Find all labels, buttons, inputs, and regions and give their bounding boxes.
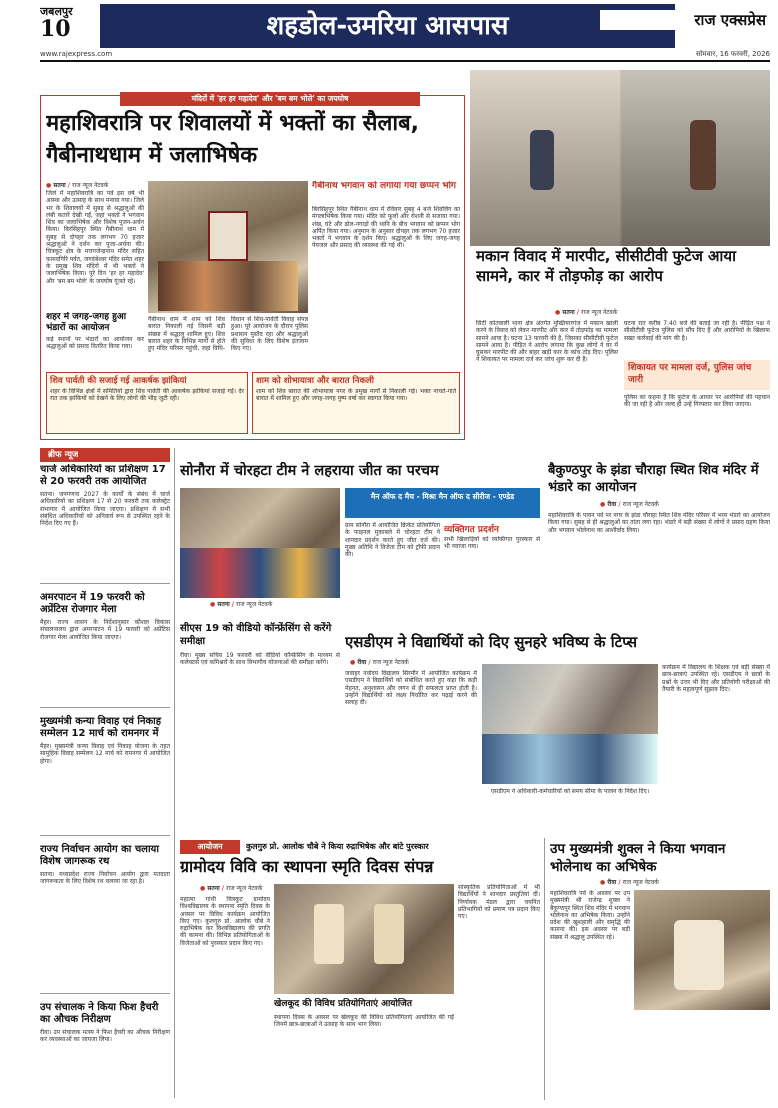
temple-headline: बैकुण्ठपुर के झंडा चौराहा स्थित शिव मंदिर में भंडारे का आयोजन (548, 463, 759, 495)
sonaura-subhead: सीएस 19 को वीडियो कॉन्फ्रेंसिंग से करेंगे समीक्षा (180, 623, 332, 647)
right-top-subhead: शिकायत पर मामला दर्ज, पुलिस जांच जारी (628, 363, 752, 385)
byline-agency: राज न्यूज नेटवर्क (236, 601, 273, 608)
temple-body: महाशिवरात्रि के पावन पर्व पर नगर के झंडा चौराहा स्थित शिव मंदिर परिसर में भव्य भंडारे का आयोजन किया गया। सुबह से ही श्रद्धालुओं का तांता लगा रहा। भंडारे में बड़ी संख्या में लोगों ने प्रसाद ग्रहण किया और भगवान भोलेनाथ का आशीर्वाद लिया। (548, 512, 770, 534)
issue-date: सोमवार, 16 फरवरी, 2026 (696, 50, 770, 58)
adm-body: जवाहर नवोदय विद्यालय सिरमौर में आयोजित कार्यक्रम में एसडीएम ने विद्यार्थियों को संबोधित करते हुए कहा कि कड़ी मेहनत, अनुशासन और लगन से ही सफलता प्राप्त होती है। उन्होंने विद्यार्थियों को लक्ष्य निर्धारित कर पढ़ाई करने की सलाह दी। (345, 670, 477, 707)
brief-item (40, 592, 170, 708)
adm-photo (482, 664, 658, 784)
byline-place: रीवा (607, 501, 617, 508)
lead-photo-temple (148, 181, 308, 313)
temple-byline: ● रीवा / राज न्यूज नेटवर्क (600, 501, 659, 508)
byline-place: सतना (53, 182, 66, 189)
lead-kicker: मंदिरों में 'हर हर महादेव' और 'बम बम भोले' का जयघोष (191, 94, 349, 103)
lead-box-2-body: शाम को शिव बारात की शोभायात्रा नगर के प्रमुख मार्गों से निकाली गई। भक्त नाचते-गाते बारात में शामिल हुए और जगह-जगह पुष्प वर्षा कर स्वागत किया गया। (256, 388, 456, 403)
brief-item (40, 464, 170, 584)
brief-item-head: मुख्यमंत्री कन्या विवाह एवं निकाह सम्मेलन 12 मार्च को रामनगर में (40, 716, 162, 739)
lead-body-left: जिले में महाशिवरात्रि का पर्व इस वर्ष भी आस्था और उत्साह के साथ मनाया गया। जिले भर के शिवालयों में सुबह से श्रद्धालुओं की लंबी कतारें देखी गईं, जहां भक्तों ने भगवान शिव का जलाभिषेक और विशेष पूजन-अर्चन किया। बिरसिंहपुर स्थित गैबीनाथ धाम में सुबह से दोपहर तक लगभग 70 हजार श्रद्धालुओं ने दर्शन कर पूजा-अर्चना की। चित्रकूट क्षेत्र के मत्तगजेन्द्रनाथ मंदिर सहित कामदगिरि पर्वत, जगदंबेश्वर मंदिर समेत शहर के प्रमुख शिव मंदिरों में भी भक्तों ने जलाभिषेक किया। पूरे दिन 'हर हर महादेव' और 'बम बम भोले' के जयघोष गूंजते रहे। (46, 190, 144, 285)
right-top-byline: ● सतना / राज न्यूज नेटवर्क (555, 309, 618, 316)
brief-item-head: उप संचालक ने किया फिश हैचरी का औचक निरीक्षण (40, 1002, 159, 1025)
deputy-divider (544, 838, 545, 1100)
brief-item (40, 716, 170, 836)
adm-right-body: कार्यक्रम में विद्यालय के शिक्षक एवं बड़ी संख्या में छात्र-छात्राएं उपस्थित रहे। एसडीएम ने छात्रों के प्रश्नों के उत्तर भी दिए और प्रतियोगी परीक्षाओं की तैयारी के महत्वपूर्ण सुझाव दिए। (662, 664, 770, 693)
mom-label: मैन ऑफ द मैच - मिश्रा मैन ऑफ द सीरीज - एण्डेड (370, 492, 515, 501)
adm-caption: एसडीएम ने अधिकारी-कर्मचारियों को समय सीमा के पालन के निर्देश दिए। (490, 788, 650, 795)
bottom-sub-body: स्थापना दिवस के अवसर पर खेलकूद की विविध प्रतियोगिताएं आयोजित की गईं जिनमें छात्र-छात्राओं ने उत्साह के साथ भाग लिया। (274, 1014, 454, 1029)
sonaura-headline: सोनौरा में चोरहटा टीम ने लहराया जीत का परचम (180, 463, 439, 479)
byline-agency: राज न्यूज नेटवर्क (72, 182, 109, 189)
cctv-photo (470, 70, 770, 246)
sonaura-body: ग्राम सोनौरा में आयोजित क्रिकेट प्रतियोगिता के फाइनल मुकाबले में चोरहटा टीम ने शानदार प्रदर्शन करते हुए जीत दर्ज की। मुख्य अतिथि ने विजेता टीम को ट्रॉफी प्रदान की। (345, 522, 440, 559)
deputy-byline: ● रीवा / राज न्यूज नेटवर्क (600, 879, 659, 886)
website-link[interactable]: www.rajexpress.com (40, 50, 113, 58)
byline-place: सतना (207, 885, 220, 892)
lead-headline: महाशिवरात्रि पर शिवालयों में भक्तों का सैलाब, गैबीनाथधाम में जलाभिषेक (46, 111, 420, 168)
brief-item-head: राज्य निर्वाचन आयोग का चलाया विशेष जागरूक रथ (40, 844, 159, 867)
byline-place: रीवा (357, 659, 367, 666)
lead-subhead-1: शहर में जगह-जगह हुआ भंडारों का आयोजन (46, 312, 127, 333)
byline-place: रीवा (607, 879, 617, 886)
city-label: जबलपुर (40, 5, 73, 18)
lead-box-1-body: शहर के विभिन्न क्षेत्रों में समितियों द्वारा शिव पार्वती की आकर्षक झांकियां सजाई गईं। देर रात तक झांकियों को देखने के लिए लोगों की भीड़ जुटी रही। (50, 388, 244, 403)
brief-item-head: चार्ज अधिकारियों का प्रशिक्षण 17 से 20 फरवरी तक आयोजित (40, 464, 166, 487)
byline-agency: राज न्यूज नेटवर्क (226, 885, 263, 892)
brief-item (40, 844, 170, 994)
brief-item-body: रीवा। उप संचालक मत्स्य ने फिश हैचरी का औचक निरीक्षण कर व्यवस्थाओं का जायजा लिया। (40, 1029, 170, 1044)
right-top-sub-body: पुलिस का कहना है कि फुटेज के आधार पर आरोपियों की पहचान की जा रही है और जल्द ही उन्हें गिरफ्तार कर लिया जाएगा। (624, 394, 770, 409)
lead-photo-caption-body: गैबीनाथ धाम में शाम को शिव बारात निकाली गई जिसमें बड़ी संख्या में श्रद्धालु शामिल हुए। शिव बारात शहर के विभिन्न मार्गों से होते हुए मंदिर परिसर पहुंची, जहां विधि-विधान से शिव-पार्वती विवाह संपन्न हुआ। पूरे आयोजन के दौरान पुलिस प्रशासन मुस्तैद रहा और श्रद्धालुओं की सुविधा के लिए विशेष इंतजाम किए गए। (148, 316, 308, 353)
brief-item (40, 1002, 170, 1098)
sonaura-side-body: सभी खिलाड़ियों को व्यक्तिगत पुरस्कार से भी नवाजा गया। (444, 536, 540, 551)
bottom-photo (274, 884, 454, 994)
bottom-tag: आयोजन (197, 842, 223, 851)
deputy-headline: उप मुख्यमंत्री शुक्ल ने किया भगवान भोलेनाथ का अभिषेक (550, 841, 726, 875)
brief-column (40, 464, 170, 1100)
right-top-side-body: घटना रात करीब 7:40 बजे की बताई जा रही है। पीड़ित पक्ष ने सीसीटीवी फुटेज पुलिस को सौंप दिए हैं और आरोपियों के खिलाफ सख्त कार्रवाई की मांग की है। (624, 320, 770, 342)
brief-label: ब्रीफ न्यूज (48, 450, 79, 460)
brief-item-body: मैहर। मुख्यमंत्री कन्या विवाह एवं निकाह योजना के तहत सामूहिक विवाह सम्मेलन 12 मार्च को रामनगर में आयोजित होगा। (40, 743, 170, 765)
bottom-right-body: सांस्कृतिक प्रतियोगिताओं में भी विद्यार्थियों ने शानदार प्रस्तुतियां दीं। निर्णायक मंडल द्वारा चयनित प्रतिभागियों को प्रमाण पत्र प्रदान किए गए। (458, 884, 540, 921)
bottom-headline: ग्रामोदय विवि का स्थापना स्मृति दिवस संपन्न (180, 857, 434, 876)
lead-mid-head: गैबीनाथ भगवान को लगाया गया छप्पन भोग (312, 181, 456, 191)
paper-name: राज एक्सप्रेस (600, 10, 770, 30)
bottom-body: महात्मा गांधी चित्रकूट ग्रामोदय विश्वविद्यालय के स्थापना स्मृति दिवस के अवसर पर विविध कार्यक्रम आयोजित किए गए। कुलगुरु प्रो. आलोक चौबे ने रुद्राभिषेक कर विश्वविद्यालय की प्रगति की कामना की। विभिन्न प्रतियोगिताओं के विजेताओं को पुरस्कार प्रदान किए गए। (180, 896, 270, 947)
page-number: 10 (40, 16, 71, 42)
brief-item-head: अमरपाटन में 19 फरवरी को अप्रेंटिस रोजगार मेला (40, 592, 145, 615)
bottom-subhead: खेलकूद की विविध प्रतियोगिताएं आयोजित (274, 999, 412, 1009)
right-top-body: सिटी कोतवाली थाना क्षेत्र अंतर्गत मुख्तियारगंज में मकान खाली करने के विवाद को लेकर मारपीट और कार में तोड़फोड़ का मामला सामने आया है। घटना 13 फरवरी की है, जिसका सीसीटीवी फुटेज सामने आया है। पीड़ित ने आरोप लगाया कि कुछ लोगों ने घर में घुसकर मारपीट की और बाहर खड़ी कार के कांच तोड़ दिए। पुलिस ने शिकायत पर मामला दर्ज कर जांच शुरू कर दी है। (476, 320, 618, 364)
masthead-rule (40, 60, 770, 62)
masthead (0, 0, 778, 62)
deputy-photo (634, 890, 770, 1010)
bottom-kicker: कुलगुरु प्रो. आलोक चौबे ने किया रुद्राभिषेक और बांटे पुरस्कार (246, 842, 429, 851)
deputy-body: महाशिवरात्रि पर्व के अवसर पर उप मुख्यमंत्री श्री राजेन्द्र शुक्ल ने बैकुण्ठपुर स्थित शिव मंदिर में भगवान भोलेनाथ का अभिषेक किया। उन्होंने प्रदेश की खुशहाली और समृद्धि की कामना की। इस अवसर पर बड़ी संख्या में श्रद्धालु उपस्थित रहे। (550, 890, 630, 941)
byline-agency: राज न्यूज नेटवर्क (372, 659, 409, 666)
brief-item-body: सतना। मध्यप्रदेश राज्य निर्वाचन आयोग द्वारा मतदाता जागरूकता के लिए विशेष रथ चलाया जा रहा है। (40, 871, 170, 886)
bottom-byline: ● सतना / राज न्यूज नेटवर्क (200, 885, 263, 892)
brief-item-body: मैहर। राज्य शासन के निर्देशानुसार कौशल विकास संचालनालय द्वारा अमरपाटन में 19 फरवरी को अप्रेंटिस रोजगार मेला आयोजित किया जाएगा। (40, 619, 170, 641)
lead-box-1-title: शिव पार्वती की सजाई गई आकर्षक झांकियां (50, 376, 187, 386)
byline-agency: राज न्यूज नेटवर्क (622, 501, 659, 508)
lead-mid-body: बिरसिंहपुर स्थित गैबीनाथ धाम में रविवार सुबह 4 बजे शिवलिंग का मंगलाभिषेक किया गया। मंदिर को फूलों और रोशनी से सजाया गया। शंख, घंटे और ढोल-नगाड़ों की ध्वनि के बीच भगवान को छप्पन भोग अर्पित किया गया। अनुमान के अनुसार दोपहर तक लगभग 70 हजार भक्तों ने भगवान के दर्शन किए। श्रद्धालुओं के लिए जगह-जगह पेयजल और प्रसाद की व्यवस्था की गई थी। (312, 206, 460, 250)
sonaura-side-head: व्यक्तिगत प्रदर्शन (444, 525, 499, 535)
brief-divider (174, 448, 175, 1098)
adm-headline: एसडीएम ने विद्यार्थियों को दिए सुनहरे भविष्य के टिप्स (345, 633, 638, 651)
sonaura-sub-body: रीवा। मुख्य सचिव 19 फरवरी को वीडियो कॉन्फ्रेंसिंग के माध्यम से कलेक्टर्स एवं कमिश्नरों के साथ विभागीय योजनाओं की समीक्षा करेंगे। (180, 652, 340, 667)
byline-place: सतना (562, 309, 575, 316)
brief-item-body: सतना। जनगणना 2027 के कार्यों के संबंध में चार्ज अधिकारियों का प्रशिक्षण 17 से 20 फरवरी तक कलेक्ट्रेट सभागार में आयोजित किया जाएगा। प्रशिक्षण में सभी संबंधित अधिकारियों को अनिवार्य रूप से उपस्थित रहने के निर्देश दिए गए हैं। (40, 491, 170, 528)
sonaura-photo (180, 488, 340, 598)
byline-agency: राज न्यूज नेटवर्क (622, 879, 659, 886)
lead-box-2-title: शाम को शोभायात्रा और बारात निकली (256, 376, 374, 386)
byline-agency: राज न्यूज नेटवर्क (581, 309, 618, 316)
right-top-headline: मकान विवाद में मारपीट, सीसीटीवी फुटेज आया सामने, कार में तोड़फोड़ का आरोप (476, 247, 736, 285)
adm-byline: ● रीवा / राज न्यूज नेटवर्क (350, 659, 409, 666)
section-title: शहडोल-उमरिया आसपास (266, 11, 509, 41)
sonaura-byline: ● सतना / राज न्यूज नेटवर्क (210, 601, 273, 608)
lead-sub1-body: कई स्थानों पर भंडारों का आयोजन कर श्रद्धालुओं को प्रसाद वितरित किया गया। (46, 336, 144, 351)
byline-place: सतना (217, 601, 230, 608)
lead-byline: ● सतना / राज न्यूज नेटवर्क (46, 182, 109, 189)
